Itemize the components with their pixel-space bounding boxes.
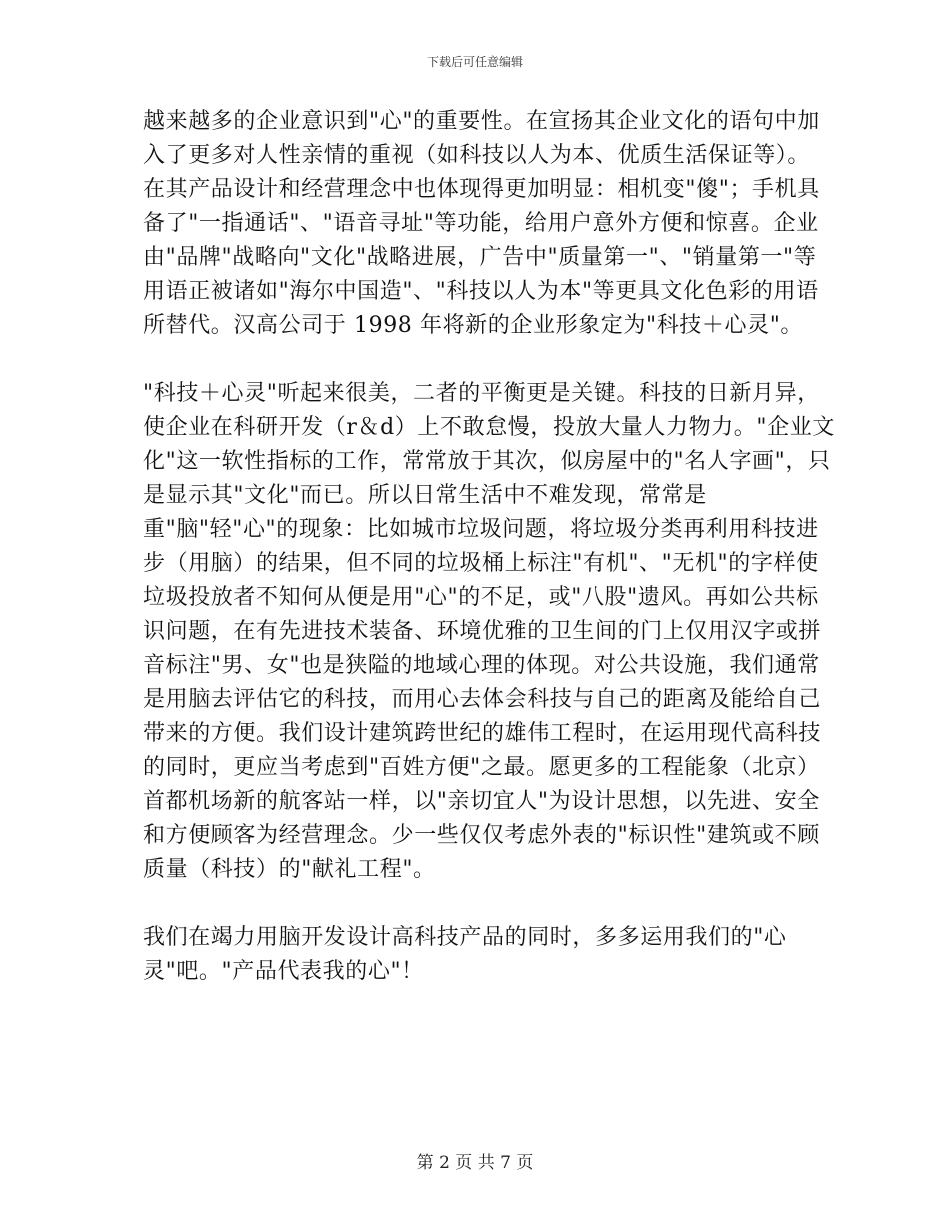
text-line: 灵"吧。"产品代表我的心"！ [143, 959, 424, 984]
paragraph-1 [143, 105, 820, 343]
text-line: 和方便顾客为经营理念。少一些仅仅考虑外表的"标识性"建筑或不顾 [143, 823, 820, 848]
page-header: 下载后可任意编辑 [426, 55, 523, 69]
text-line: 步（用脑）的结果，但不同的垃圾桶上标注"有机"、"无机"的字样使 [143, 551, 819, 576]
text-line: 备了"一指通话"、"语音寻址"等功能，给用户意外方便和惊喜。企业 [143, 211, 819, 236]
text-line: "科技＋心灵"听起来很美，二者的平衡更是关键。科技的日新月异， [143, 381, 820, 406]
text-line: 是用脑去评估它的科技，而用心去体会科技与自己的距离及能给自己 [143, 687, 822, 712]
text-line: 入了更多对人性亲情的重视（如科技以人为本、优质生活保证等）。 [143, 143, 811, 168]
text-line: 垃圾投放者不知何从便是用"心"的不足，或"八股"遗风。再如公共标 [143, 585, 819, 610]
text-line: 越来越多的企业意识到"心"的重要性。在宣扬其企业文化的语句中加 [143, 109, 820, 134]
page-number-footer: 第 2 页 共 7 页 [416, 1153, 534, 1173]
text-line: 重"脑"轻"心"的现象：比如城市垃圾问题，将垃圾分类再利用科技进 [143, 517, 819, 542]
text-line: 用语正被诸如"海尔中国造"、"科技以人为本"等更具文化色彩的用语 [143, 279, 819, 304]
text-line: 化"这一软性指标的工作，常常放于其次，似房屋中的"名人字画"，只 [143, 449, 831, 474]
text-line: 使企业在科研开发（r＆d）上不敢怠慢，投放大量人力物力。"企业文 [143, 415, 835, 440]
text-line: 的同时，更应当考虑到"百姓方便"之最。愿更多的工程能象（北京） [143, 755, 820, 780]
document-body [143, 105, 835, 989]
text-line: 识问题，在有先进技术装备、环境优雅的卫生间的门上仅用汉字或拼 [143, 619, 822, 644]
paragraph-3 [143, 921, 813, 989]
text-line: 首都机场新的航客站一样，以"亲切宜人"为设计思想，以先进、安全 [143, 789, 820, 814]
text-line: 所替代。汉高公司于 1998 年将新的企业形象定为"科技＋心灵"。 [143, 313, 804, 338]
text-line: 是显示其"文化"而已。所以日常生活中不难发现，常常是 [143, 483, 707, 508]
text-line: 带来的方便。我们设计建筑跨世纪的雄伟工程时，在运用现代高科技 [143, 721, 822, 746]
text-line: 由"品牌"战略向"文化"战略进展，广告中"质量第一"、"销量第一"等 [143, 245, 817, 270]
text-line: 在其产品设计和经营理念中也体现得更加明显：相机变"傻"；手机具 [143, 177, 820, 202]
text-line: 我们在竭力用脑开发设计高科技产品的同时，多多运用我们的"心 [143, 925, 787, 950]
paragraph-2 [143, 377, 835, 887]
text-line: 质量（科技）的"献礼工程"。 [143, 857, 436, 882]
paragraph-spacer [143, 343, 813, 377]
text-line: 音标注"男、女"也是狭隘的地域心理的体现。对公共设施，我们通常 [143, 653, 820, 678]
paragraph-spacer [143, 887, 813, 921]
